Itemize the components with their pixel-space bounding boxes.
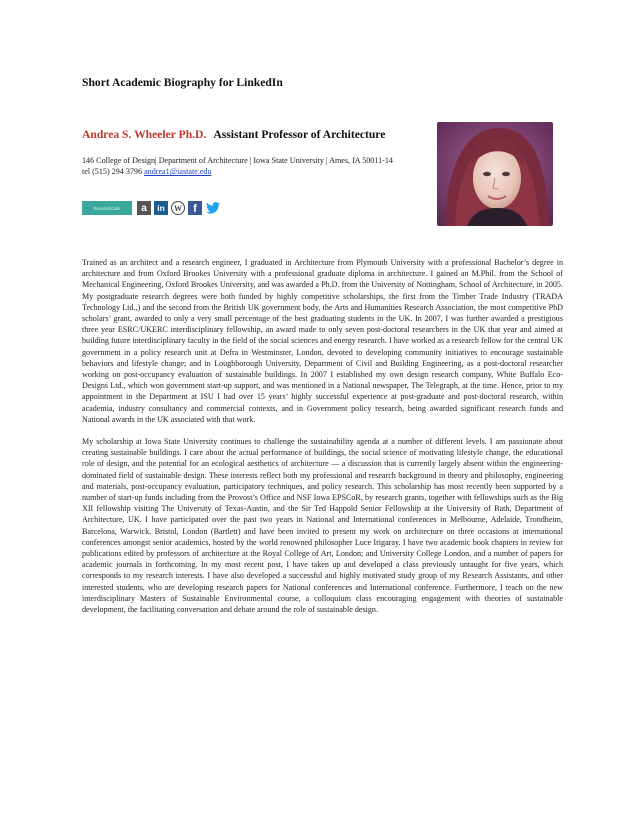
social-links bbox=[82, 200, 221, 216]
academia-letter: a bbox=[141, 202, 147, 214]
email-link[interactable]: andrea1@iastate.edu bbox=[144, 167, 212, 177]
phone-number: tel (515) 294 3796 bbox=[82, 167, 143, 177]
author-name: Andrea S. Wheeler Ph.D. bbox=[82, 128, 207, 141]
linkedin-icon[interactable] bbox=[154, 201, 168, 215]
academia-icon[interactable] bbox=[137, 201, 151, 215]
facebook-icon[interactable] bbox=[188, 201, 202, 215]
address-line: 146 College of Design| Department of Architecture | Iowa State University | Ames, IA 50011-14 bbox=[82, 156, 393, 165]
profile-photo bbox=[437, 122, 553, 226]
wordpress-letter: W bbox=[174, 203, 182, 213]
twitter-icon[interactable] bbox=[205, 201, 221, 215]
linkedin-letters: in bbox=[157, 203, 165, 213]
phone-email-line bbox=[82, 166, 434, 177]
biography-paragraph: Trained as an architect and a research engineer, I graduated in Architecture from Plymouth University with a professional Bachelor’s degree in architecture and from Oxford Brookes University with a professional graduate diploma in architecture. I gained an M.Phil. from the School of Mechanical Engineering, Oxford Brookes University, and was awarded a Ph.D. from the University of Nottingham, School of Architecture, in 2005. My postgraduate research degrees were both funded by highly competitive scholarships, the first from the Timber Trade Industry (TRADA Technology Ltd.,) and the second from the British UK government body, the Arts and Humanities Research Association, the most competitive PhD scholars’ grant, awarded to only a very small percentage of the best graduating students in the UK. In 2007, I was further awarded a prestigious three year ESRC/UKERC interdisciplinary fellowship, an award made to only seven post-doctoral researchers in the UK that year and aimed at building future interdisciplinary faculty in the field of the social sciences and energy research. I have worked as a research fellow for the central UK government in a policy research unit at Defra in Westminster, London, devoted to developing community initiatives to encourage sustainable behaviors and lifestyle change; and in Loughborough University, Department of Civil and Building Engineering, as a post-doctoral researcher working on post-occupancy evaluation of sustainable buildings. In 2007 I established my own design research company, White Buffalo Eco-Designs Ltd., which won government start-up support, and was mentioned in a National newspaper, The Telegraph, at the time. Hence, prior to my appointment in the Department at ISU I had over 15 years’ highly successful experience at post-graduate and post-doctoral research, within academia, industry consultancy and commercial contexts, and in Government policy research, being awarded significant research funds and National awards in the UK associated with that work. bbox=[82, 258, 563, 424]
biography-body bbox=[82, 257, 563, 626]
twitter-bird-icon bbox=[206, 202, 220, 214]
contact-block bbox=[82, 155, 434, 177]
researchgate-label: ResearchGate bbox=[93, 205, 121, 211]
portrait-image bbox=[437, 122, 553, 226]
document-title: Short Academic Biography for LinkedIn bbox=[82, 76, 283, 89]
name-line bbox=[82, 128, 385, 141]
facebook-letter: f bbox=[193, 203, 197, 215]
researchgate-icon[interactable] bbox=[82, 201, 132, 215]
wordpress-icon[interactable] bbox=[171, 201, 185, 215]
author-role: Assistant Professor of Architecture bbox=[213, 128, 386, 141]
biography-paragraph: My scholarship at Iowa State University continues to challenge the sustainability agenda at a number of different levels. I am passionate about creating sustainable buildings. I care about the actual performance of buildings, the social science of motivating lifestyle change, the educational role of design, and the potential for an ecological aesthetics of architecture — a discussion that is currently largely absent within the engineering-dominated field of sustainable design. These interests reflect both my professional and research background in theory and philosophy, engineering and materials, post-occupancy evaluation, participatory techniques, and policy research. This scholarship has most recently been supported by a number of start-up funds including from the Provost’s Office and NSF Iowa EPSCoR, by research grants, together with fellowships such as the Big XII fellowship visiting The University of Texas-Austin, and the Sir Ted Happold Senior Fellowship at the University of Bath, Department of Architecture, UK. I have participated over the past two years in National and International conferences in Melbourne, Adelaide, Trondheim, Barcelona, Warwick, Bristol, London (Bartlett) and have been invited to present my work on architecture on three occasions at international conferences amongst senior academics, hosted by the world renowned philosopher Luce Irigaray. I have two academic book chapters in review for publications edited by professors of architecture at the Royal College of Art, London; and University College London, and a number of papers for academic journals in forthcoming. In my most recent post, I have taken up and developed a class previously untaught for five years, which corresponds to my research interests. I have also developed a successful and highly motivated study group of my Research Assistants, and other interested students, who are developing research papers for National conferences and International conference. Furthermore, I teach on the new interdisciplinary Masters of Sustainable Environmental course, a colloquium class encouraging engagement with theories of sustainable development, the facilitating conversation and debate around the role of sustainable design. bbox=[82, 437, 563, 615]
